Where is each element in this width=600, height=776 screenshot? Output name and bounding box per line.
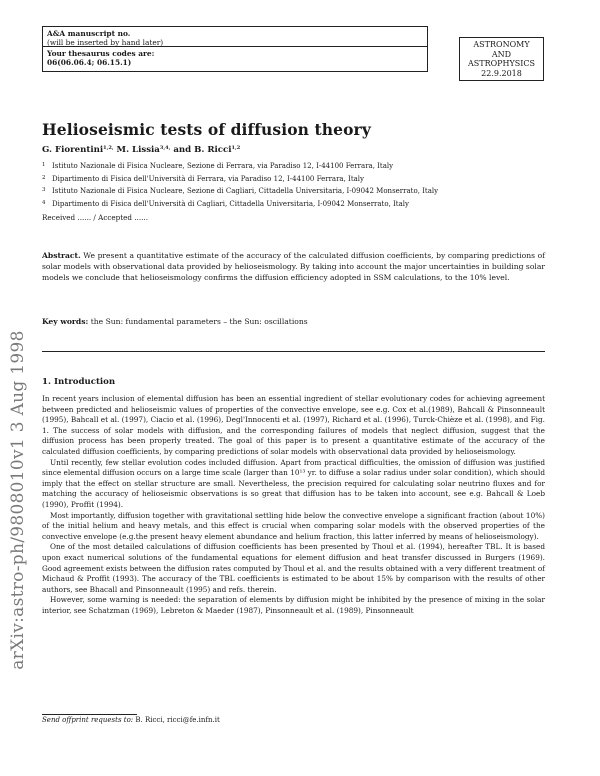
affiliation-item: 3 Istituto Nazionale di Fisica Nucleare, Sezione di Cagliari, Cittadella Universitaria, I-09042 Monserrato, Italy <box>42 187 439 195</box>
aa-line-3: ASTROPHYSICS <box>467 59 536 68</box>
paragraph: One of the most detailed calculations of diffusion coefficients has been presented by Thoul et al. (1994), hereafter TBL. It is based upon exact numerical solutions of the fundamental equations for element diffusion and heat transfer discussed in Burgers (1969). Good agreement exists between the diffusion rates computed by Thoul et al. and the results obtained with a very different treatment of Michaud & Proffit (1993). The accuracy of the TBL coefficients is estimated to be about 15% by comparison with the results of other authors, see Bhacall and Pinsonneault (1995) and refs. therein. <box>42 542 545 594</box>
keywords <box>42 317 308 326</box>
footnote-rule <box>42 714 137 715</box>
journal-note: (will be inserted by hand later) <box>47 38 164 47</box>
manuscript-header-box <box>42 26 428 72</box>
journal-line: A&A manuscript no. <box>47 29 131 38</box>
affiliation-item: 4 Dipartimento di Fisica dell'Università di Cagliari, Cittadella Universitaria, I-09042 Monserrato, Italy <box>42 199 409 208</box>
affiliation-marker: 3,4, <box>159 145 171 151</box>
keywords-label: Key words: <box>42 317 89 326</box>
section-divider <box>42 351 545 352</box>
journal-logo-box <box>459 37 544 81</box>
affiliation-marker: 1,2, <box>103 145 114 151</box>
abstract <box>42 251 545 283</box>
affiliations <box>42 160 438 210</box>
thesaurus-codes: 06(06.06.4; 06.15.1) <box>47 58 132 67</box>
affiliation-item: 2 Dipartimento di Fisica dell'Università di Ferrara, via Paradiso 12, I-44100 Ferrara, Italy <box>42 174 364 183</box>
author-list <box>42 145 240 155</box>
abstract-text: We present a quantitative estimate of the accuracy of the calculated diffusion coefficients, by comparing predictions of solar models with observational data provided by helioseismology. By taking into account the major uncertainties in building solar models we conclude that helioseismology confirms the diffusion efficiency adopted in SSM calculations, to the 10% level. <box>42 251 545 282</box>
paragraph: Most importantly, diffusion together with gravitational settling hide below the convective envelope a significant fraction (about 10%) of the initial helium and heavy metals, and this effect is crucial when comparing solar models with the observed properties of the convective envelope (e.g.the present heavy element abundance and helium fraction, this latter inferred by means of helioseismology). <box>42 510 545 541</box>
authors-text: G. Fiorentini$^{1,2,}$ M. Lissia$^{3,4,}$ and B. Ricci$^{1,2}$ <box>42 145 241 155</box>
paragraph: Until recently, few stellar evolution codes included diffusion. Apart from practical difficulties, the omission of diffusion was justified since elemental diffusion occurs on a large time scale (larger than 10¹³ yr. to diffuse a solar radius under solar condition), which should imply that the effect on stellar structure are small. Nevertheless, the precision required for calculating solar neutrino fluxes and for matching the accuracy of helioseismic observations is so great that diffusion has to be taken into account, see e.g. Bahcall & Loeb (1990), Proffit (1994). <box>42 457 545 509</box>
affiliation-item: 1 Istituto Nazionale di Fisica Nucleare, Sezione di Ferrara, via Paradiso 12, I-44100 Ferrara, Italy <box>42 162 394 170</box>
section-heading: 1. Introduction <box>42 377 116 387</box>
paragraph: In recent years inclusion of elemental diffusion has been an essential ingredient of stellar evolutionary codes for achieving agreement between predicted and helioseismic values of properties of the convective envelope, see e.g. Cox et al.(1989), Bahcall & Pinsonneault (1995), Bahcall et al. (1997), Ciacio et al. (1996), Degl'Innocenti et al. (1997), Richard et al. (1996), Turck-Chièze et al. (1998), and Fig. 1. The success of solar models with diffusion, and the corresponding failures of models that neglect diffusion, suggest that the diffusion process has been properly treated. The goal of this paper is to present a quantitative estimate of the accuracy of the calculated diffusion coefficients, by comparing predictions of solar models with observational data provided by helioseismology. <box>42 394 545 456</box>
arxiv-stamp: arXiv:astro-ph/9808010v1 3 Aug 1998 <box>8 330 28 670</box>
introduction-body <box>42 394 545 616</box>
affiliation-marker: 1,2 <box>231 145 241 151</box>
offprint-footnote <box>42 716 220 724</box>
footnote-label: Send offprint requests to: <box>42 716 134 724</box>
paragraph: However, some warning is needed: the separation of elements by diffusion might be inhibited by the presence of mixing in the solar interior, see Schatzman (1969), Lebreton & Maeder (1987), Pinsonneault et al. (1989), Pinsonneault <box>42 595 545 615</box>
aa-line-2: AND <box>491 49 512 59</box>
received-accepted: Received ...... / Accepted ...... <box>42 213 148 222</box>
keywords-text: the Sun: fundamental parameters – the Sun: oscillations <box>90 317 308 326</box>
aa-date: 22.9.2018 <box>481 68 522 78</box>
footnote-email: B. Ricci, ricci@fe.infn.it <box>135 716 220 724</box>
thesaurus-label: Your thesaurus codes are: <box>47 49 155 58</box>
abstract-label: Abstract. <box>42 251 81 260</box>
aa-line-1: ASTRONOMY <box>473 40 530 49</box>
paper-title: Helioseismic tests of diffusion theory <box>42 120 371 139</box>
